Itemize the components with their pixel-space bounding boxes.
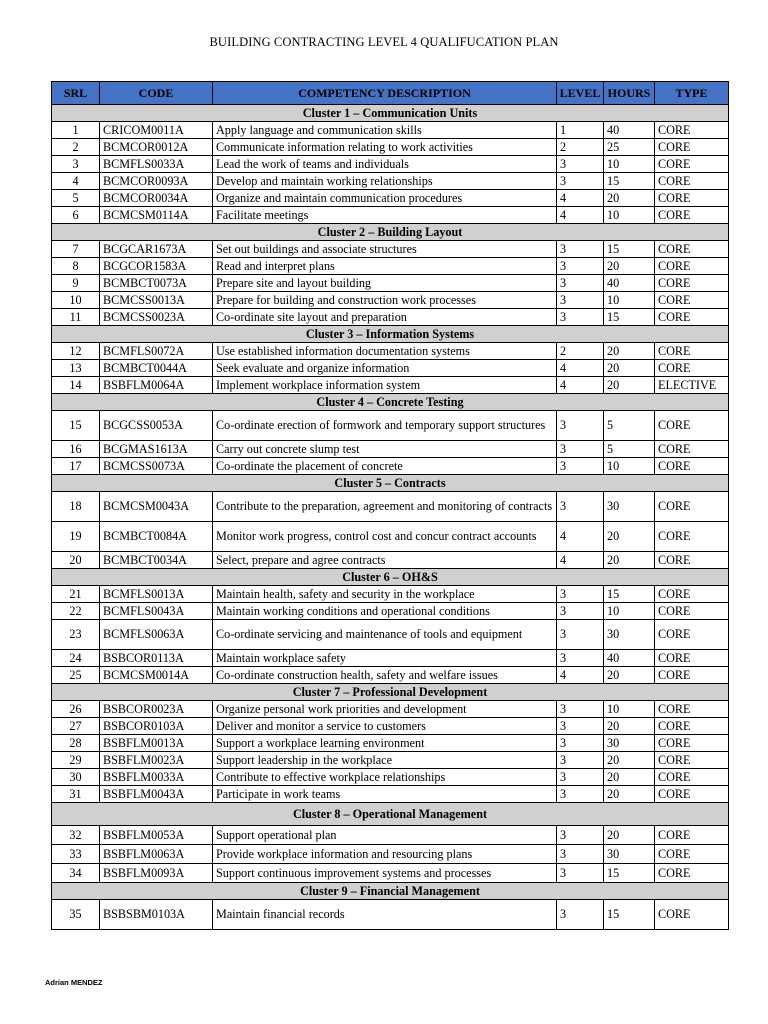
cluster-title: Cluster 9 – Financial Management [52,883,729,900]
row-level: 3 [557,701,604,718]
row-type: CORE [655,900,729,930]
row-level: 2 [557,343,604,360]
row-description: Lead the work of teams and individuals [213,156,557,173]
row-srl: 3 [52,156,100,173]
row-type: CORE [655,411,729,441]
header-srl: SRL [52,82,100,105]
row-code: BSBFLM0064A [100,377,213,394]
row-type: CORE [655,360,729,377]
row-type: CORE [655,826,729,845]
cluster-title: Cluster 5 – Contracts [52,475,729,492]
row-hours: 5 [604,441,655,458]
row-code: BCMCOR0034A [100,190,213,207]
header-hours: HOURS [604,82,655,105]
row-code: BCMBCT0084A [100,522,213,552]
row-description: Deliver and monitor a service to customers [213,718,557,735]
row-srl: 26 [52,701,100,718]
row-srl: 20 [52,552,100,569]
row-level: 1 [557,122,604,139]
row-level: 2 [557,139,604,156]
table-row [52,173,729,190]
row-hours: 30 [604,492,655,522]
row-level: 3 [557,309,604,326]
row-hours: 15 [604,173,655,190]
table-row [52,650,729,667]
row-hours: 15 [604,864,655,883]
row-type: CORE [655,275,729,292]
cluster-header-row [52,883,729,900]
table-row [52,667,729,684]
row-srl: 9 [52,275,100,292]
cluster-header-row [52,105,729,122]
row-level: 4 [557,667,604,684]
row-type: CORE [655,786,729,803]
cluster-header-row [52,475,729,492]
row-level: 3 [557,156,604,173]
row-srl: 30 [52,769,100,786]
row-srl: 16 [52,441,100,458]
row-code: BSBCOR0113A [100,650,213,667]
row-level: 3 [557,275,604,292]
row-hours: 20 [604,522,655,552]
row-type: CORE [655,752,729,769]
cluster-title: Cluster 2 – Building Layout [52,224,729,241]
table-row [52,552,729,569]
row-hours: 15 [604,241,655,258]
row-code: BCMFLS0072A [100,343,213,360]
row-srl: 25 [52,667,100,684]
table-row [52,122,729,139]
row-hours: 10 [604,701,655,718]
table-row [52,826,729,845]
table-row [52,735,729,752]
row-srl: 12 [52,343,100,360]
table-row [52,258,729,275]
row-type: CORE [655,156,729,173]
row-level: 4 [557,522,604,552]
cluster-header-row [52,394,729,411]
row-code: BCGMAS1613A [100,441,213,458]
row-level: 3 [557,650,604,667]
cluster-header-row [52,326,729,343]
row-srl: 11 [52,309,100,326]
row-description: Communicate information relating to work activities [213,139,557,156]
row-type: CORE [655,122,729,139]
cluster-title: Cluster 6 – OH&S [52,569,729,586]
row-code: BSBFLM0013A [100,735,213,752]
row-level: 3 [557,586,604,603]
row-type: CORE [655,769,729,786]
row-type: CORE [655,139,729,156]
row-description: Monitor work progress, control cost and concur contract accounts [213,522,557,552]
row-code: CRICOM0011A [100,122,213,139]
table-row [52,156,729,173]
table-row [52,620,729,650]
table-row [52,522,729,552]
row-type: CORE [655,522,729,552]
row-description: Set out buildings and associate structures [213,241,557,258]
table-row [52,292,729,309]
table-row [52,845,729,864]
row-code: BSBSBM0103A [100,900,213,930]
footer-author: Adrian MENDEZ [45,978,103,987]
row-level: 3 [557,411,604,441]
row-type: CORE [655,343,729,360]
row-description: Maintain financial records [213,900,557,930]
table-row [52,769,729,786]
row-description: Implement workplace information system [213,377,557,394]
row-type: CORE [655,650,729,667]
row-level: 3 [557,845,604,864]
cluster-header-row [52,684,729,701]
row-level: 3 [557,769,604,786]
row-level: 3 [557,864,604,883]
row-code: BCGCSS0053A [100,411,213,441]
row-type: CORE [655,864,729,883]
row-hours: 20 [604,826,655,845]
row-description: Maintain health, safety and security in the workplace [213,586,557,603]
header-type: TYPE [655,82,729,105]
table-row [52,586,729,603]
row-description: Participate in work teams [213,786,557,803]
row-code: BCGCAR1673A [100,241,213,258]
row-description: Co-ordinate erection of formwork and temporary support structures [213,411,557,441]
row-hours: 30 [604,620,655,650]
row-description: Apply language and communication skills [213,122,557,139]
row-srl: 4 [52,173,100,190]
row-srl: 31 [52,786,100,803]
row-hours: 40 [604,650,655,667]
row-hours: 20 [604,343,655,360]
row-code: BCMFLS0043A [100,603,213,620]
row-code: BCGCOR1583A [100,258,213,275]
row-description: Contribute to the preparation, agreement and monitoring of contracts [213,492,557,522]
header-description: COMPETENCY DESCRIPTION [213,82,557,105]
row-hours: 20 [604,360,655,377]
row-description: Support operational plan [213,826,557,845]
header-level: LEVEL [557,82,604,105]
row-hours: 5 [604,411,655,441]
qualification-plan-table [51,81,729,930]
row-hours: 20 [604,786,655,803]
table-row [52,241,729,258]
row-description: Prepare for building and construction work processes [213,292,557,309]
row-level: 3 [557,241,604,258]
cluster-header-row [52,224,729,241]
row-code: BSBFLM0033A [100,769,213,786]
row-type: CORE [655,292,729,309]
table-row [52,411,729,441]
row-hours: 10 [604,458,655,475]
table-row [52,343,729,360]
row-srl: 34 [52,864,100,883]
row-description: Support leadership in the workplace [213,752,557,769]
table-row [52,786,729,803]
row-srl: 27 [52,718,100,735]
table-row [52,718,729,735]
cluster-title: Cluster 8 – Operational Management [52,803,729,826]
cluster-header-row [52,803,729,826]
row-type: CORE [655,552,729,569]
row-type: CORE [655,492,729,522]
row-hours: 20 [604,190,655,207]
row-hours: 20 [604,752,655,769]
cluster-title: Cluster 3 – Information Systems [52,326,729,343]
row-code: BSBFLM0043A [100,786,213,803]
row-level: 3 [557,492,604,522]
row-hours: 10 [604,156,655,173]
row-code: BCMBCT0034A [100,552,213,569]
row-description: Select, prepare and agree contracts [213,552,557,569]
table-body [52,105,729,930]
row-description: Maintain working conditions and operational conditions [213,603,557,620]
row-level: 4 [557,360,604,377]
row-description: Prepare site and layout building [213,275,557,292]
row-description: Maintain workplace safety [213,650,557,667]
table-row [52,360,729,377]
row-srl: 13 [52,360,100,377]
row-type: CORE [655,441,729,458]
page-title: BUILDING CONTRACTING LEVEL 4 QUALIFUCATION PLAN [209,35,559,49]
table-row [52,900,729,930]
row-type: CORE [655,241,729,258]
row-description: Use established information documentation systems [213,343,557,360]
row-hours: 30 [604,845,655,864]
row-hours: 25 [604,139,655,156]
row-hours: 20 [604,377,655,394]
row-level: 3 [557,786,604,803]
row-srl: 32 [52,826,100,845]
row-code: BSBFLM0023A [100,752,213,769]
row-level: 3 [557,292,604,309]
table-row [52,275,729,292]
table-row [52,492,729,522]
row-srl: 33 [52,845,100,864]
row-level: 3 [557,458,604,475]
table-row [52,309,729,326]
row-hours: 20 [604,552,655,569]
row-srl: 18 [52,492,100,522]
table-row [52,752,729,769]
row-code: BCMFLS0033A [100,156,213,173]
row-type: CORE [655,667,729,684]
row-level: 3 [557,603,604,620]
row-srl: 29 [52,752,100,769]
row-description: Read and interpret plans [213,258,557,275]
row-srl: 14 [52,377,100,394]
row-hours: 20 [604,258,655,275]
row-description: Organize personal work priorities and development [213,701,557,718]
row-type: CORE [655,620,729,650]
row-type: CORE [655,845,729,864]
row-level: 3 [557,826,604,845]
row-srl: 7 [52,241,100,258]
row-code: BCMBCT0044A [100,360,213,377]
row-description: Facilitate meetings [213,207,557,224]
row-level: 3 [557,173,604,190]
row-description: Develop and maintain working relationships [213,173,557,190]
row-description: Seek evaluate and organize information [213,360,557,377]
row-srl: 17 [52,458,100,475]
row-type: CORE [655,173,729,190]
row-hours: 40 [604,275,655,292]
cluster-title: Cluster 7 – Professional Development [52,684,729,701]
row-type: CORE [655,586,729,603]
row-srl: 15 [52,411,100,441]
row-description: Support a workplace learning environment [213,735,557,752]
row-description: Carry out concrete slump test [213,441,557,458]
row-code: BCMFLS0063A [100,620,213,650]
table-row [52,458,729,475]
row-description: Provide workplace information and resourcing plans [213,845,557,864]
table-row [52,190,729,207]
cluster-header-row [52,569,729,586]
row-code: BCMCOR0093A [100,173,213,190]
row-type: CORE [655,190,729,207]
row-srl: 8 [52,258,100,275]
table-row [52,603,729,620]
row-level: 3 [557,735,604,752]
row-code: BCMCSS0023A [100,309,213,326]
row-level: 4 [557,190,604,207]
row-type: CORE [655,718,729,735]
row-level: 3 [557,258,604,275]
row-srl: 19 [52,522,100,552]
row-hours: 20 [604,667,655,684]
row-srl: 5 [52,190,100,207]
row-srl: 22 [52,603,100,620]
row-srl: 35 [52,900,100,930]
table-row [52,139,729,156]
row-hours: 30 [604,735,655,752]
row-level: 4 [557,552,604,569]
row-code: BCMCSM0043A [100,492,213,522]
row-code: BCMCSS0073A [100,458,213,475]
row-srl: 10 [52,292,100,309]
table-row [52,701,729,718]
row-type: CORE [655,258,729,275]
row-hours: 15 [604,586,655,603]
row-level: 3 [557,620,604,650]
row-hours: 15 [604,309,655,326]
row-type: CORE [655,735,729,752]
row-hours: 20 [604,718,655,735]
row-hours: 20 [604,769,655,786]
row-level: 3 [557,752,604,769]
row-description: Co-ordinate servicing and maintenance of tools and equipment [213,620,557,650]
header-code: CODE [100,82,213,105]
row-type: CORE [655,701,729,718]
row-code: BCMCOR0012A [100,139,213,156]
row-code: BSBFLM0053A [100,826,213,845]
row-srl: 28 [52,735,100,752]
cluster-title: Cluster 1 – Communication Units [52,105,729,122]
row-srl: 24 [52,650,100,667]
row-description: Contribute to effective workplace relationships [213,769,557,786]
row-code: BCMCSS0013A [100,292,213,309]
row-code: BCMFLS0013A [100,586,213,603]
row-description: Co-ordinate the placement of concrete [213,458,557,475]
row-type: CORE [655,603,729,620]
row-code: BSBCOR0103A [100,718,213,735]
row-level: 3 [557,718,604,735]
row-hours: 10 [604,207,655,224]
row-code: BCMBCT0073A [100,275,213,292]
row-description: Co-ordinate construction health, safety and welfare issues [213,667,557,684]
table-header-row [52,82,729,105]
row-srl: 1 [52,122,100,139]
row-code: BSBFLM0093A [100,864,213,883]
row-hours: 10 [604,603,655,620]
row-srl: 21 [52,586,100,603]
row-srl: 2 [52,139,100,156]
row-level: 4 [557,207,604,224]
row-description: Support continuous improvement systems and processes [213,864,557,883]
row-hours: 10 [604,292,655,309]
table-row [52,864,729,883]
row-type: CORE [655,458,729,475]
row-hours: 15 [604,900,655,930]
row-level: 3 [557,441,604,458]
cluster-title: Cluster 4 – Concrete Testing [52,394,729,411]
row-type: ELECTIVE [655,377,729,394]
table-row [52,207,729,224]
row-code: BCMCSM0014A [100,667,213,684]
row-code: BSBFLM0063A [100,845,213,864]
row-srl: 23 [52,620,100,650]
row-description: Co-ordinate site layout and preparation [213,309,557,326]
row-type: CORE [655,309,729,326]
table-row [52,441,729,458]
row-code: BCMCSM0114A [100,207,213,224]
row-code: BSBCOR0023A [100,701,213,718]
row-hours: 40 [604,122,655,139]
row-level: 3 [557,900,604,930]
row-type: CORE [655,207,729,224]
table-row [52,377,729,394]
row-level: 4 [557,377,604,394]
row-srl: 6 [52,207,100,224]
row-description: Organize and maintain communication procedures [213,190,557,207]
